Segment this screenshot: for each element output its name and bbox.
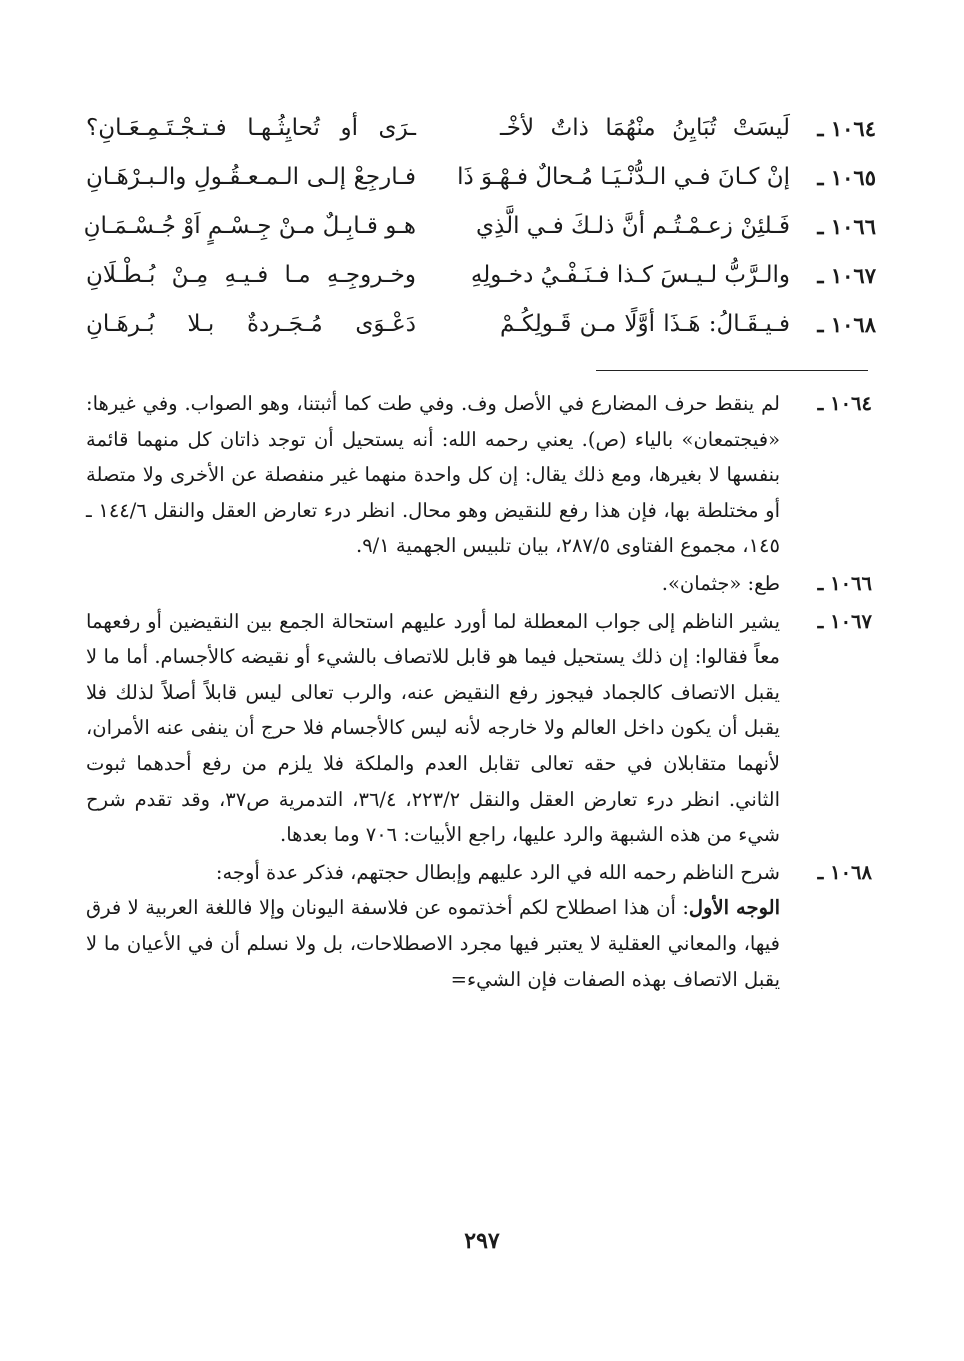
- footnote-continuation: [86, 890, 780, 997]
- verse-second-hemistich: ـرَى أو تُحايِثُـهـا فـتـجْـتَـمِـعَـانِ؟: [86, 115, 416, 141]
- footnote-number: ١٠٦٤ ـ: [817, 392, 872, 415]
- footnote-text: طع: «جثمان».: [661, 571, 780, 595]
- footnotes: [86, 386, 872, 999]
- verse-line: [86, 251, 876, 300]
- footnote: [86, 386, 872, 564]
- verse-line: [83, 202, 876, 251]
- verse-number: ١٠٦٧ ـ: [817, 263, 876, 288]
- page-number: ٢٩٧: [464, 1228, 500, 1254]
- verse-first-hemistich: فـيـقَـالُ: هَـذَا أوَّلًا مـن قَـولِكُـمْ: [500, 311, 790, 337]
- footnote-separator: [596, 370, 868, 371]
- footnote-number: ١٠٦٨ ـ: [817, 860, 872, 884]
- verse-first-hemistich: لَيسَتْ تُبَايِنُ منْهُمَا ذاتٌ لأخْـ: [500, 115, 790, 141]
- verse-line: [86, 153, 876, 202]
- verse-second-hemistich: وخـروجِـهِ مـا فـيـهِ مِـنْ بُـطْـلَانِ: [86, 262, 416, 288]
- verse-line: [86, 104, 876, 153]
- footnote-number: ١٠٦٧ ـ: [817, 609, 872, 633]
- footnote-text: يشير الناظم إلى جواب المعطلة لما أورد عليهم استحالة الجمع بين النقيضين أو رفعهما معاً فقالوا: إن ذلك يستحيل فيما هو قابل للاتصاف بالشيء أو نقيضه كالأجسام. أما ما لا يقبل الاتصاف كالجماد فيجوز رفع النقيض عنه، والرب تعالى ليس قابلاً أصلاً لذلك فلا يقبل أن يكون داخل العالم ولا خارجه لأنه ليس كالأجسام فلا حرج أن ينفى عنه الأمران، لأنهما متقابلان في حقه تعالى تقابل العدم والملكة فلا يلزم من رفع أحدهما ثبوت الثاني. انظر درء تعارض العقل والنقل ٢٢٣/٢، ٣٦/٤، التدمرية ص٣٧، وقد تقدم شرح شيء من هذه الشبهة والرد عليها، راجع الأبيات: ٧٠٦ وما بعدها.: [86, 609, 780, 847]
- verse-second-hemistich: هـو قـابِـلٌ مـنْ جِـسْـمٍ اَوْ جُـسْـمَـانِ: [83, 213, 416, 239]
- verse-line: [86, 300, 876, 349]
- footnote: [86, 855, 872, 997]
- verse-first-hemistich: إنْ كـانَ فـي الـدُّنْـيَـا مُـحالٌ فـهْـوَ ذَا: [457, 164, 790, 190]
- footnote-text: شرح الناظم رحمه الله في الرد عليهم وإبطال حجتهم، فذكر عدة أوجه:: [215, 860, 780, 884]
- verse-first-hemistich: فَـلئِنْ زعـمْـتُـم أنَّ ذلـكَ فـي الَّذِي: [476, 213, 790, 239]
- verse-number: ١٠٦٦ ـ: [817, 214, 876, 239]
- verse-first-hemistich: والـرَّبُّ لـيـسَ كـذا فـنَـفْـيُ دخـولِهِ: [470, 262, 790, 288]
- footnote: [86, 566, 872, 602]
- footnote-number: ١٠٦٦ ـ: [817, 571, 872, 595]
- verse-number: ١٠٦٥ ـ: [817, 165, 876, 190]
- footnote: [86, 604, 872, 853]
- verse-number: ١٠٦٤ ـ: [817, 116, 876, 141]
- verse-second-hemistich: دَعْـوَى مُـجَـردةٌ بـلا بُـرهَـانِ: [86, 311, 416, 337]
- poem-verses: [83, 104, 876, 349]
- verse-number: ١٠٦٨ ـ: [817, 312, 876, 337]
- footnote-bold-label: الوجه الأول: [688, 896, 780, 920]
- verse-second-hemistich: فـارجِعْ إلـى الـمـعـقُـولِ والـبـرْهَـانِ: [86, 164, 416, 190]
- footnote-text: : أن هذا اصطلاح لكم أخذتموه عن فلاسفة اليونان وإلا فاللغة العربية لا فرق فيها، والمعاني العقلية لا يعتبر فيها مجرد الاصطلاحات، بل ولا نسلم أن في الأعيان ما لا يقبل الاتصاف بهذه الصفات فإن الشيء=: [86, 896, 780, 991]
- footnote-text: لم ينقط حرف المضارع في الأصل وف. وفي طت كما أثبتنا، وهو الصواب. وفي غيرها: «فيجتمعان» بالياء (ص). يعني رحمه الله: أنه يستحيل أن توجد ذاتان كل منهما قائمة بنفسها لا بغيرها، ومع ذلك يقال: إن كل واحدة منهما غير منفصلة عن الأخرى ولا متصلة أو مختلطة بها، فإن هذا رفع للنقيض وهو محال. انظر درء تعارض العقل والنقل ١٤٤/٦ ـ ١٤٥، مجموع الفتاوى ٢٨٧/٥، بيان تلبيس الجهمية ٩/١.: [86, 392, 780, 558]
